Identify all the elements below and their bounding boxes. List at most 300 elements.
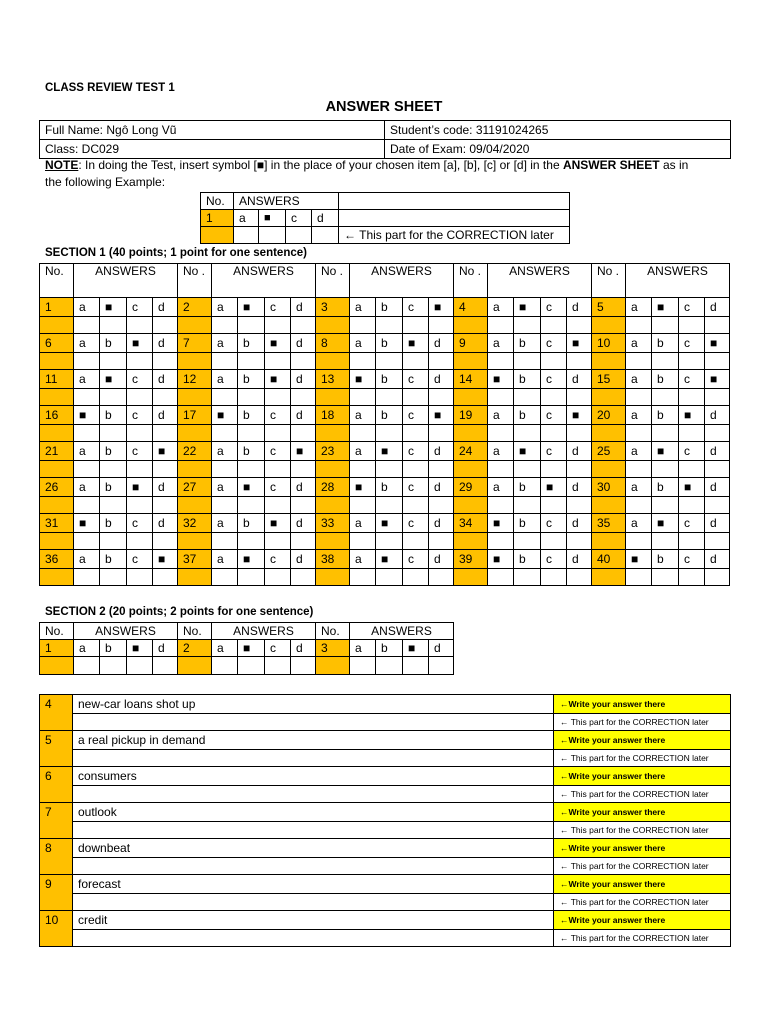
answer-choice[interactable]: ■ — [265, 334, 291, 353]
correction-cell — [291, 425, 316, 442]
answer-choice[interactable]: c — [679, 514, 705, 533]
question-number: 10 — [40, 911, 73, 947]
answer-choice[interactable]: b — [652, 370, 679, 389]
correction-cell — [238, 389, 265, 406]
answer-choice[interactable]: d — [153, 478, 178, 497]
answer-choice[interactable]: c — [403, 370, 429, 389]
question-number: 31 — [40, 514, 74, 533]
answer-choice[interactable]: ■ — [265, 370, 291, 389]
answer-choice[interactable]: ■ — [567, 334, 592, 353]
answer-choice[interactable]: d — [153, 334, 178, 353]
answer-choice[interactable]: c — [541, 298, 567, 317]
answer-choice[interactable]: ■ — [153, 442, 178, 461]
correction-cell — [74, 353, 100, 370]
answer-choice[interactable]: ■ — [541, 478, 567, 497]
answer-choice[interactable]: c — [541, 442, 567, 461]
correction-cell — [265, 353, 291, 370]
written-answer[interactable]: outlook — [73, 803, 554, 822]
answer-choice[interactable]: c — [541, 514, 567, 533]
answer-choice[interactable]: d — [429, 370, 454, 389]
correction-cell — [127, 353, 153, 370]
answer-choice[interactable]: c — [403, 478, 429, 497]
answer-choice[interactable]: d — [567, 514, 592, 533]
answer-choice[interactable]: b — [100, 478, 127, 497]
correction-cell — [74, 657, 100, 675]
correction-cell — [265, 425, 291, 442]
answer-choice[interactable]: ■ — [705, 334, 730, 353]
correction-cell — [74, 461, 100, 478]
note-text — [45, 157, 735, 191]
correction-cell — [705, 425, 730, 442]
answer-choice[interactable]: ■ — [238, 298, 265, 317]
answer-choice[interactable]: c — [403, 442, 429, 461]
question-number: 33 — [316, 514, 350, 533]
section1-row — [40, 370, 730, 389]
section3-table — [39, 694, 731, 947]
student-info-table — [39, 120, 731, 159]
question-number: 39 — [454, 550, 488, 569]
section3-correction-row — [40, 930, 731, 947]
answer-choice[interactable]: b — [100, 442, 127, 461]
answer-choice[interactable]: a — [626, 334, 652, 353]
answer-choice[interactable]: ■ — [376, 550, 403, 569]
answer-choice[interactable]: b — [376, 370, 403, 389]
section1-correction-row — [40, 353, 730, 370]
answer-choice[interactable]: c — [127, 514, 153, 533]
correction-cell — [127, 317, 153, 334]
answer-choice[interactable]: ■ — [100, 370, 127, 389]
answer-choice[interactable]: a — [488, 406, 514, 425]
answer-choice[interactable]: c — [541, 334, 567, 353]
answer-choice[interactable]: d — [567, 370, 592, 389]
question-number-blank — [178, 425, 212, 442]
correction-cell — [265, 461, 291, 478]
answer-choice[interactable]: b — [238, 334, 265, 353]
correction-cell — [153, 533, 178, 550]
answer-choice[interactable]: c — [127, 442, 153, 461]
answer-choice[interactable]: d — [291, 640, 316, 657]
student-code: Student’s code: 31191024265 — [385, 121, 731, 140]
correction-cell — [100, 569, 127, 586]
answer-choice[interactable]: ■ — [127, 640, 153, 657]
question-number-blank — [316, 461, 350, 478]
correction-cell — [567, 461, 592, 478]
correction-cell — [376, 353, 403, 370]
answer-choice[interactable]: d — [291, 406, 316, 425]
section2-answers-header: ANSWERS — [350, 623, 454, 640]
answer-choice[interactable]: a — [350, 640, 376, 657]
correction-cell — [238, 317, 265, 334]
answer-choice[interactable]: ■ — [376, 514, 403, 533]
correction-cell — [652, 389, 679, 406]
correction-cell — [153, 317, 178, 334]
answer-choice[interactable]: b — [376, 640, 403, 657]
answer-choice[interactable]: b — [514, 478, 541, 497]
correction-cell — [567, 317, 592, 334]
question-number-blank — [592, 533, 626, 550]
answer-choice[interactable]: ■ — [567, 406, 592, 425]
answer-choice[interactable]: ■ — [652, 514, 679, 533]
answer-choice[interactable]: d — [705, 550, 730, 569]
correction-cell — [100, 389, 127, 406]
answer-choice[interactable]: d — [291, 550, 316, 569]
answer-choice[interactable]: c — [265, 298, 291, 317]
answer-choice[interactable]: a — [212, 298, 238, 317]
answer-choice[interactable]: c — [679, 370, 705, 389]
answer-choice[interactable]: ■ — [212, 406, 238, 425]
answer-choice[interactable]: a — [626, 370, 652, 389]
answer-choice[interactable]: d — [291, 478, 316, 497]
correction-cell — [376, 317, 403, 334]
write-hint: ←Write your answer there — [554, 911, 731, 930]
answer-choice[interactable]: c — [265, 640, 291, 657]
answer-choice[interactable]: b — [376, 478, 403, 497]
answer-choice[interactable]: ■ — [74, 514, 100, 533]
section3-correction-row — [40, 894, 731, 911]
correction-cell — [514, 497, 541, 514]
answer-choice[interactable]: a — [350, 550, 376, 569]
question-number-blank — [40, 317, 74, 334]
sheet-title: ANSWER SHEET — [325, 99, 443, 115]
answer-choice[interactable]: c — [265, 442, 291, 461]
correction-cell — [514, 353, 541, 370]
question-number: 24 — [454, 442, 488, 461]
correction-cell — [652, 425, 679, 442]
answer-choice[interactable]: b — [514, 406, 541, 425]
answer-choice[interactable]: d — [291, 298, 316, 317]
answer-choice[interactable]: c — [127, 550, 153, 569]
answer-choice[interactable]: a — [212, 640, 238, 657]
correction-cell — [626, 533, 652, 550]
answer-choice[interactable]: ■ — [238, 550, 265, 569]
correction-cell — [291, 389, 316, 406]
correction-cell — [127, 425, 153, 442]
answer-choice[interactable]: d — [429, 478, 454, 497]
correction-cell — [705, 497, 730, 514]
answer-choice[interactable]: b — [652, 334, 679, 353]
answer-choice[interactable]: b — [376, 298, 403, 317]
question-number-blank — [178, 533, 212, 550]
answer-choice[interactable]: b — [238, 406, 265, 425]
correction-cell — [153, 569, 178, 586]
correction-cell — [403, 389, 429, 406]
correction-cell — [376, 461, 403, 478]
question-number-blank — [454, 425, 488, 442]
correction-cell — [212, 317, 238, 334]
answer-choice[interactable]: b — [514, 334, 541, 353]
question-number-blank — [454, 317, 488, 334]
answer-choice[interactable]: d — [429, 514, 454, 533]
answer-choice[interactable]: a — [488, 334, 514, 353]
answer-choice[interactable]: a — [212, 514, 238, 533]
question-number-blank — [592, 353, 626, 370]
answer-choice[interactable]: ■ — [350, 478, 376, 497]
answer-choice[interactable]: d — [291, 514, 316, 533]
correction-cell — [291, 533, 316, 550]
section1-title: SECTION 1 (40 points; 1 point for one sentence) — [45, 247, 307, 259]
answer-choice[interactable]: a — [350, 298, 376, 317]
question-number: 5 — [592, 298, 626, 317]
answer-choice[interactable]: b — [238, 442, 265, 461]
answer-choice[interactable]: a — [74, 478, 100, 497]
correction-cell — [127, 533, 153, 550]
answer-choice[interactable]: ■ — [652, 442, 679, 461]
answer-choice[interactable]: ■ — [652, 298, 679, 317]
answer-choice[interactable]: d — [153, 406, 178, 425]
correction-hint: ← This part for the CORRECTION later — [554, 858, 731, 875]
answer-choice[interactable]: a — [626, 478, 652, 497]
answer-choice[interactable]: b — [100, 334, 127, 353]
question-number-blank — [178, 461, 212, 478]
correction-cell — [652, 317, 679, 334]
answer-choice[interactable]: d — [705, 406, 730, 425]
question-number: 35 — [592, 514, 626, 533]
answer-choice[interactable]: ■ — [376, 442, 403, 461]
answer-choice[interactable]: d — [567, 442, 592, 461]
question-number: 23 — [316, 442, 350, 461]
answer-choice[interactable]: b — [652, 406, 679, 425]
answer-choice[interactable]: ■ — [514, 442, 541, 461]
example-blank — [312, 227, 339, 244]
answer-choice[interactable]: d — [153, 514, 178, 533]
correction-cell — [567, 497, 592, 514]
written-answer[interactable]: consumers — [73, 767, 554, 786]
correction-cell — [488, 317, 514, 334]
answer-choice[interactable]: a — [350, 514, 376, 533]
question-number: 2 — [178, 298, 212, 317]
answer-choice[interactable]: a — [74, 298, 100, 317]
answer-choice[interactable]: ■ — [488, 514, 514, 533]
answer-choice[interactable]: d — [705, 478, 730, 497]
correction-cell — [212, 533, 238, 550]
answer-choice[interactable]: ■ — [238, 640, 265, 657]
correction-cell — [403, 657, 429, 675]
answer-choice[interactable]: c — [679, 442, 705, 461]
answer-choice[interactable]: ■ — [127, 334, 153, 353]
answer-choice[interactable]: a — [626, 442, 652, 461]
answer-choice[interactable]: c — [265, 550, 291, 569]
answer-choice[interactable]: c — [265, 478, 291, 497]
write-hint: ←Write your answer there — [554, 803, 731, 822]
answer-choice[interactable]: ■ — [265, 514, 291, 533]
answer-choice[interactable]: b — [514, 514, 541, 533]
answer-choice[interactable]: a — [212, 334, 238, 353]
question-number: 27 — [178, 478, 212, 497]
answer-choice[interactable]: c — [679, 334, 705, 353]
answer-choice[interactable]: c — [403, 514, 429, 533]
answer-choice[interactable]: ■ — [429, 298, 454, 317]
answer-choice[interactable]: c — [265, 406, 291, 425]
answer-choice[interactable]: c — [127, 406, 153, 425]
answer-choice[interactable]: a — [212, 442, 238, 461]
answer-choice[interactable]: d — [567, 298, 592, 317]
answer-choice[interactable]: ■ — [291, 442, 316, 461]
answer-choice[interactable]: c — [679, 550, 705, 569]
correction-cell — [679, 497, 705, 514]
answer-choice[interactable]: ■ — [705, 370, 730, 389]
answer-choice[interactable]: b — [652, 478, 679, 497]
answer-choice[interactable]: a — [350, 334, 376, 353]
answer-choice[interactable]: c — [679, 298, 705, 317]
section3-correction-row — [40, 786, 731, 803]
question-number-blank — [178, 569, 212, 586]
correction-cell — [212, 461, 238, 478]
section2-title: SECTION 2 (20 points; 2 points for one sentence) — [45, 606, 314, 618]
question-number: 38 — [316, 550, 350, 569]
question-number: 9 — [454, 334, 488, 353]
correction-cell — [514, 569, 541, 586]
section3-item — [40, 731, 731, 750]
answer-choice[interactable]: c — [127, 298, 153, 317]
answer-choice[interactable]: ■ — [488, 370, 514, 389]
answer-choice[interactable]: ■ — [350, 370, 376, 389]
question-number-blank — [316, 425, 350, 442]
question-number-blank — [316, 389, 350, 406]
answer-choice[interactable]: d — [429, 334, 454, 353]
answer-choice[interactable]: ■ — [403, 334, 429, 353]
answer-choice[interactable]: c — [403, 550, 429, 569]
correction-cell — [403, 425, 429, 442]
question-number: 3 — [316, 640, 350, 657]
write-hint: ←Write your answer there — [554, 839, 731, 858]
written-answer[interactable]: credit — [73, 911, 554, 930]
exam-date: Date of Exam: 09/04/2020 — [385, 140, 731, 159]
answer-blank — [73, 894, 554, 911]
write-hint: ←Write your answer there — [554, 695, 731, 714]
answer-choice[interactable]: b — [238, 370, 265, 389]
answer-choice[interactable]: d — [291, 334, 316, 353]
question-number-blank — [40, 657, 74, 675]
answer-choice[interactable]: a — [74, 640, 100, 657]
question-number: 13 — [316, 370, 350, 389]
correction-cell — [153, 353, 178, 370]
answer-choice[interactable]: d — [429, 640, 454, 657]
answer-choice[interactable]: a — [626, 514, 652, 533]
answer-choice[interactable]: a — [350, 442, 376, 461]
answer-choice[interactable]: c — [541, 550, 567, 569]
answer-choice[interactable]: d — [567, 550, 592, 569]
answer-choice[interactable]: d — [429, 442, 454, 461]
answer-choice[interactable]: ■ — [74, 406, 100, 425]
question-number-blank — [40, 389, 74, 406]
answer-choice[interactable]: b — [238, 514, 265, 533]
correction-cell — [514, 317, 541, 334]
answer-choice[interactable]: d — [429, 550, 454, 569]
answer-choice[interactable]: d — [153, 370, 178, 389]
correction-cell — [376, 497, 403, 514]
question-number-blank — [40, 533, 74, 550]
answer-choice[interactable]: a — [74, 550, 100, 569]
answer-choice[interactable]: d — [153, 298, 178, 317]
written-answer[interactable]: forecast — [73, 875, 554, 894]
answer-choice[interactable]: ■ — [679, 478, 705, 497]
answer-choice[interactable]: c — [127, 370, 153, 389]
answer-choice[interactable]: a — [74, 370, 100, 389]
correction-cell — [514, 389, 541, 406]
question-number-blank — [454, 497, 488, 514]
answer-choice[interactable]: a — [212, 370, 238, 389]
answer-choice[interactable]: ■ — [127, 478, 153, 497]
correction-cell — [212, 389, 238, 406]
answer-choice[interactable]: a — [488, 478, 514, 497]
section1-answers-header: ANSWERS — [488, 264, 592, 298]
section1-correction-row — [40, 389, 730, 406]
answer-choice[interactable]: ■ — [403, 640, 429, 657]
question-number: 17 — [178, 406, 212, 425]
correction-cell — [679, 353, 705, 370]
answer-choice[interactable]: ■ — [514, 298, 541, 317]
example-choice: d — [312, 210, 339, 227]
section1-answers-header: ANSWERS — [350, 264, 454, 298]
answer-choice[interactable]: ■ — [626, 550, 652, 569]
answer-choice[interactable]: ■ — [679, 406, 705, 425]
answer-choice[interactable]: d — [705, 442, 730, 461]
question-number: 3 — [316, 298, 350, 317]
answer-choice[interactable]: ■ — [238, 478, 265, 497]
answer-choice[interactable]: b — [376, 406, 403, 425]
answer-choice[interactable]: a — [212, 478, 238, 497]
correction-cell — [403, 353, 429, 370]
answer-choice[interactable]: a — [626, 298, 652, 317]
question-number: 4 — [40, 695, 73, 731]
answer-choice[interactable]: d — [291, 370, 316, 389]
answer-choice[interactable]: b — [100, 514, 127, 533]
answer-choice[interactable]: a — [212, 550, 238, 569]
answer-choice[interactable]: b — [514, 370, 541, 389]
answer-choice[interactable]: b — [100, 550, 127, 569]
answer-choice[interactable]: d — [153, 640, 178, 657]
answer-choice[interactable]: c — [541, 370, 567, 389]
answer-choice[interactable]: b — [514, 550, 541, 569]
correction-cell — [376, 657, 403, 675]
correction-cell — [488, 461, 514, 478]
answer-choice[interactable]: c — [541, 406, 567, 425]
answer-choice[interactable]: d — [567, 478, 592, 497]
section2-no-header: No. — [316, 623, 350, 640]
question-number: 6 — [40, 767, 73, 803]
answer-choice[interactable]: a — [626, 406, 652, 425]
answer-choice[interactable]: ■ — [100, 298, 127, 317]
written-answer[interactable]: new-car loans shot up — [73, 695, 554, 714]
class-field: Class: DC029 — [40, 140, 385, 159]
correction-cell — [212, 353, 238, 370]
answer-choice[interactable]: a — [488, 298, 514, 317]
correction-cell — [74, 317, 100, 334]
answer-choice[interactable]: ■ — [429, 406, 454, 425]
written-answer[interactable]: a real pickup in demand — [73, 731, 554, 750]
answer-choice[interactable]: a — [74, 334, 100, 353]
answer-choice[interactable]: c — [403, 406, 429, 425]
test-title: CLASS REVIEW TEST 1 — [45, 82, 175, 94]
correction-cell — [265, 389, 291, 406]
answer-choice[interactable]: a — [74, 442, 100, 461]
answer-choice[interactable]: b — [376, 334, 403, 353]
section1-correction-row — [40, 425, 730, 442]
answer-choice[interactable]: ■ — [153, 550, 178, 569]
answer-choice[interactable]: c — [403, 298, 429, 317]
answer-choice[interactable]: b — [100, 406, 127, 425]
answer-choice[interactable]: b — [100, 640, 127, 657]
answer-choice[interactable]: a — [488, 442, 514, 461]
answer-choice[interactable]: b — [652, 550, 679, 569]
answer-choice[interactable]: a — [350, 406, 376, 425]
question-number: 15 — [592, 370, 626, 389]
answer-choice[interactable]: d — [705, 298, 730, 317]
answer-choice[interactable]: ■ — [488, 550, 514, 569]
written-answer[interactable]: downbeat — [73, 839, 554, 858]
answer-choice[interactable]: d — [705, 514, 730, 533]
question-number-blank — [178, 389, 212, 406]
